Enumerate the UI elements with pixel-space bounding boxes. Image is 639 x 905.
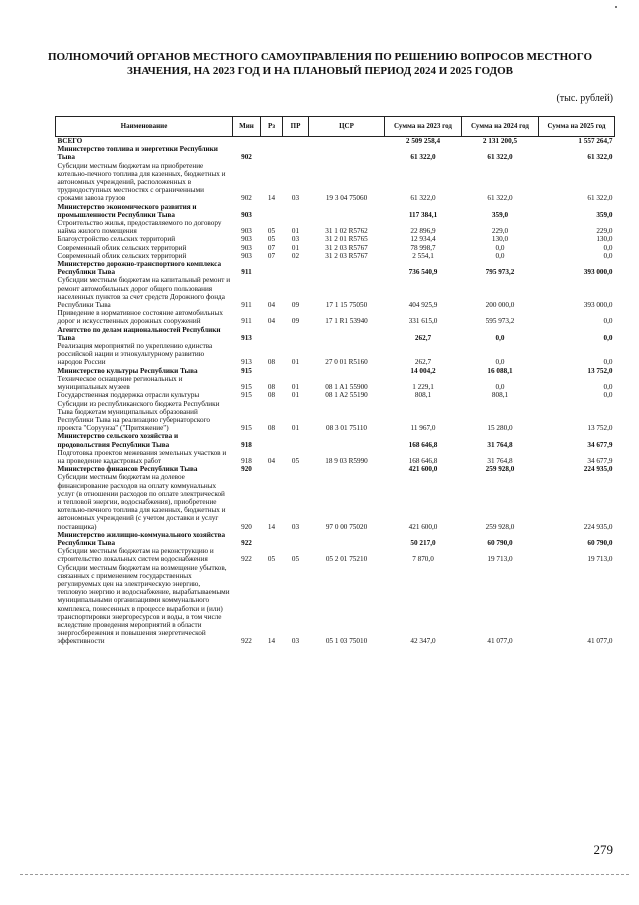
cell-sum-2023: 421 600,0 xyxy=(408,522,438,531)
cell-rz xyxy=(261,465,283,473)
table-row xyxy=(56,244,615,252)
cell-rz: 05 xyxy=(267,227,276,236)
table-row xyxy=(56,564,615,646)
cell-min: 922 xyxy=(241,538,252,547)
cell-min: 920 xyxy=(241,522,252,531)
cell-sum-2025: 19 713,0 xyxy=(587,555,613,564)
cell-name: Реализация мероприятий по укреплению единства российской нации и этнокультурному развитию народов России xyxy=(57,342,213,367)
cell-min: 920 xyxy=(241,465,252,474)
cell-name: Министерство жилищно-коммунального хозяйства Республики Тыва xyxy=(57,530,226,547)
cell-pr: 05 xyxy=(291,456,300,465)
cell-name: Субсидии местным бюджетам на возмещение убытков, связанных с применением государственных регулируемых цен на электрическую энергию, тепловую энергию и водоснабжение, вырабатываемыми муниципальными организациями коммунального комплекса, понесенных в процессе выработки и (или) транспортировки энергоресурсов и воды, в том числе вследствие проведения мероприятий в области энергосбережения и повышения энергетической эффективности xyxy=(57,563,230,646)
table-row xyxy=(56,235,615,243)
cell-pr: 01 xyxy=(291,227,300,236)
cell-sum-2025: 61 322,0 xyxy=(587,153,613,162)
cell-sum-2025: 13 752,0 xyxy=(587,366,613,375)
cell-rz xyxy=(261,531,283,547)
cell-pr: 03 xyxy=(291,235,300,244)
cell-pr: 01 xyxy=(291,424,300,433)
cell-rz: 05 xyxy=(267,235,276,244)
cell-sum-2023: 14 004,2 xyxy=(410,366,436,375)
cell-rz: 04 xyxy=(267,456,276,465)
table-row xyxy=(56,145,615,161)
cell-min: 903 xyxy=(241,227,252,236)
header-pr: ПР xyxy=(283,117,309,137)
cell-name: Министерство дорожно-транспортного комплекса Республики Тыва xyxy=(57,260,222,277)
cell-name: Министерство культуры Республики Тыва xyxy=(57,366,198,375)
cell-csr xyxy=(309,367,385,375)
cell-sum-2024: 0,0 xyxy=(495,251,505,260)
cell-min: 902 xyxy=(241,194,252,203)
cell-sum-2025: 0,0 xyxy=(603,243,613,252)
cell-sum-2024: 16 088,1 xyxy=(487,366,513,375)
cell-name: Техническое оснащение региональных и муниципальных музеев xyxy=(57,374,183,392)
cell-name: Приведение в нормативное состояние автомобильных дорог и искусственных дорожных сооружений xyxy=(57,309,223,326)
table-row xyxy=(56,473,615,530)
cell-sum-2023: 50 217,0 xyxy=(410,538,436,547)
cell-pr: 01 xyxy=(291,391,300,400)
cell-csr xyxy=(309,137,385,146)
cell-csr xyxy=(309,432,385,448)
cell-csr: 08 1 A1 55900 xyxy=(325,383,368,392)
table-header-row xyxy=(56,117,615,137)
cell-min: 903 xyxy=(241,235,252,244)
cell-pr: 05 xyxy=(291,555,300,564)
cell-sum-2025: 34 677,9 xyxy=(587,440,613,449)
cell-sum-2023: 11 967,0 xyxy=(410,424,436,433)
cell-rz: 08 xyxy=(267,383,276,392)
cell-csr: 08 3 01 75110 xyxy=(325,424,368,433)
cell-sum-2023: 78 998,7 xyxy=(410,243,436,252)
header-sum-2023: Сумма на 2023 год xyxy=(385,117,462,137)
cell-sum-2025: 1 557 264,7 xyxy=(578,137,613,145)
cell-sum-2025: 34 677,9 xyxy=(587,456,613,465)
table-row xyxy=(56,326,615,342)
cell-pr xyxy=(283,260,309,276)
table-row xyxy=(56,162,615,203)
cell-rz xyxy=(261,260,283,276)
cell-sum-2023: 331 615,0 xyxy=(408,317,438,326)
cell-sum-2023: 61 322,0 xyxy=(410,194,436,203)
cell-sum-2023: 168 646,8 xyxy=(408,440,438,449)
cell-min: 911 xyxy=(241,317,252,326)
cell-sum-2024: 200 000,0 xyxy=(485,301,515,310)
cell-csr: 17 1 15 75050 xyxy=(325,301,368,310)
cell-pr xyxy=(283,465,309,473)
cell-name: Благоустройство сельских территорий xyxy=(57,235,176,244)
cell-sum-2025: 60 790,0 xyxy=(587,538,613,547)
cell-sum-2025: 0,0 xyxy=(603,251,613,260)
cell-sum-2023: 262,7 xyxy=(414,333,432,342)
cell-name: Министерство экономического развития и промышленности Республики Тыва xyxy=(57,202,197,219)
cell-rz: 07 xyxy=(267,243,276,252)
table-row xyxy=(56,531,615,547)
cell-min: 902 xyxy=(241,153,252,162)
cell-sum-2023: 61 322,0 xyxy=(410,153,436,162)
cell-sum-2024: 31 764,8 xyxy=(487,440,513,449)
cell-sum-2023: 42 347,0 xyxy=(410,637,436,646)
cell-csr: 08 1 A2 55190 xyxy=(325,391,368,400)
cell-rz: 14 xyxy=(267,637,276,646)
budget-table-container xyxy=(55,116,614,646)
cell-sum-2024: 61 322,0 xyxy=(487,153,513,162)
cell-sum-2023: 1 229,1 xyxy=(412,383,434,392)
table-row xyxy=(56,137,615,146)
header-name: Наименование xyxy=(56,117,233,137)
cell-rz xyxy=(261,326,283,342)
cell-csr xyxy=(309,531,385,547)
cell-sum-2024: 0,0 xyxy=(495,333,505,342)
table-row xyxy=(56,252,615,260)
cell-rz: 14 xyxy=(267,522,276,531)
cell-csr: 27 0 01 R5160 xyxy=(325,358,368,367)
cell-sum-2024: 259 928,0 xyxy=(485,522,515,531)
cell-csr: 17 1 R1 53940 xyxy=(325,317,368,326)
table-row xyxy=(56,276,615,309)
cell-pr xyxy=(283,367,309,375)
page-title: ПОЛНОМОЧИЙ ОРГАНОВ МЕСТНОГО САМОУПРАВЛЕНИЯ ПО РЕШЕНИЮ ВОПРОСОВ МЕСТНОГО ЗНАЧЕНИЯ, НА 2023 ГОД И НА ПЛАНОВЫЙ ПЕРИОД 2024 И 2025 ГОДОВ xyxy=(48,51,592,77)
table-row xyxy=(56,465,615,473)
table-row xyxy=(56,219,615,235)
cell-csr xyxy=(309,465,385,473)
cell-min: 913 xyxy=(241,333,252,342)
cell-name: Современный облик сельских территорий xyxy=(57,251,187,260)
cell-rz: 04 xyxy=(267,317,276,326)
cell-min: 915 xyxy=(241,366,252,375)
cell-sum-2025: 224 935,0 xyxy=(583,522,613,531)
cell-sum-2025: 0,0 xyxy=(603,358,613,367)
cell-sum-2025: 0,0 xyxy=(603,383,613,392)
cell-rz xyxy=(261,367,283,375)
cell-sum-2024: 229,0 xyxy=(491,227,509,236)
cell-pr: 01 xyxy=(291,383,300,392)
cell-min: 915 xyxy=(241,383,252,392)
cell-csr xyxy=(309,260,385,276)
cell-name: Подготовка проектов межевания земельных участков и на проведение кадастровых работ xyxy=(57,448,227,465)
cell-csr: 18 9 03 R5990 xyxy=(325,456,368,465)
cell-min: 922 xyxy=(241,637,252,646)
cell-csr: 31 2 03 R5767 xyxy=(325,251,368,260)
cell-pr: 01 xyxy=(291,358,300,367)
cell-min: 903 xyxy=(241,251,252,260)
cell-pr: 02 xyxy=(291,251,300,260)
cell-sum-2025: 0,0 xyxy=(603,333,613,342)
cell-sum-2023: 168 646,8 xyxy=(408,456,438,465)
cell-pr xyxy=(283,531,309,547)
cell-csr: 31 2 01 R5765 xyxy=(325,235,368,244)
cell-pr: 03 xyxy=(291,522,300,531)
cell-sum-2024: 61 322,0 xyxy=(487,194,513,203)
units-note: (тыс. рублей) xyxy=(556,93,613,104)
cell-min xyxy=(233,137,261,146)
cell-sum-2025: 359,0 xyxy=(596,210,613,219)
cell-rz xyxy=(261,137,283,146)
cell-sum-2025: 393 000,0 xyxy=(583,268,613,277)
cell-rz: 08 xyxy=(267,391,276,400)
cell-min: 903 xyxy=(241,243,252,252)
scan-speck xyxy=(615,6,617,8)
cell-sum-2023: 117 384,1 xyxy=(408,210,438,219)
header-rz: Рз xyxy=(261,117,283,137)
cell-sum-2023: 22 896,9 xyxy=(410,227,436,236)
cell-pr xyxy=(283,145,309,161)
table-body xyxy=(56,137,615,646)
table-row xyxy=(56,367,615,375)
cell-min: 903 xyxy=(241,210,252,219)
cell-sum-2023: 2 554,1 xyxy=(412,251,434,260)
cell-pr: 03 xyxy=(291,637,300,646)
cell-sum-2024: 130,0 xyxy=(491,235,509,244)
cell-csr xyxy=(309,326,385,342)
cell-min: 918 xyxy=(241,456,252,465)
table-row xyxy=(56,309,615,325)
cell-name: Современный облик сельских территорий xyxy=(57,243,187,252)
cell-rz: 04 xyxy=(267,301,276,310)
cell-sum-2025: 61 322,0 xyxy=(587,194,613,203)
cell-sum-2023: 12 934,4 xyxy=(410,235,436,244)
cell-csr: 05 2 01 75210 xyxy=(325,555,368,564)
header-sum-2024: Сумма на 2024 год xyxy=(462,117,539,137)
cell-rz: 14 xyxy=(267,194,276,203)
cell-sum-2024: 19 713,0 xyxy=(487,555,513,564)
header-min: Мин xyxy=(233,117,261,137)
cell-name: Субсидии местным бюджетам на капитальный ремонт и ремонт автомобильных дорог общего пользования населенных пунктов за счет средств Дорожного фонда Республики Тыва xyxy=(57,276,231,310)
cell-name: ВСЕГО xyxy=(57,137,83,145)
budget-table xyxy=(55,116,615,646)
cell-sum-2024: 0,0 xyxy=(495,358,505,367)
cell-sum-2024: 60 790,0 xyxy=(487,538,513,547)
cell-sum-2024: 259 928,0 xyxy=(485,465,515,474)
scan-edge-line xyxy=(20,874,629,875)
cell-min: 913 xyxy=(241,358,252,367)
cell-sum-2024: 795 973,2 xyxy=(485,268,515,277)
cell-sum-2025: 229,0 xyxy=(596,227,613,236)
cell-pr xyxy=(283,432,309,448)
cell-pr: 09 xyxy=(291,301,300,310)
cell-sum-2023: 2 509 258,4 xyxy=(405,137,441,145)
cell-min: 911 xyxy=(241,268,252,277)
cell-csr: 05 1 03 75010 xyxy=(325,637,368,646)
cell-min: 922 xyxy=(241,555,252,564)
cell-sum-2024: 0,0 xyxy=(495,383,505,392)
table-row xyxy=(56,449,615,465)
cell-name: Агентство по делам национальностей Республики Тыва xyxy=(57,325,221,342)
table-row xyxy=(56,260,615,276)
cell-pr: 09 xyxy=(291,317,300,326)
cell-sum-2025: 224 935,0 xyxy=(583,465,613,474)
cell-rz: 07 xyxy=(267,251,276,260)
cell-sum-2024: 359,0 xyxy=(491,210,509,219)
cell-pr: 01 xyxy=(291,243,300,252)
cell-csr: 31 1 02 R5762 xyxy=(325,227,368,236)
table-row xyxy=(56,375,615,391)
cell-name: Субсидии местным бюджетам на приобретение котельно-печного топлива для казенных, бюджетных и автономных учреждений, расположенных в труднодоступных местностях с ограниченными сроками завоза грузов xyxy=(57,161,226,203)
cell-sum-2024: 595 973,2 xyxy=(485,317,515,326)
table-row xyxy=(56,391,615,399)
cell-name: Министерство сельского хозяйства и продовольствия Республики Тыва xyxy=(57,432,179,449)
cell-name: Субсидии местным бюджетам на долевое финансирование расходов на оплату коммунальных услуг (в отношении расходов по оплате электрической и тепловой энергии, водоснабжения), приобретение котельно-печного топлива для казенных, бюджетных и автономных учреждений (с учетом доставки и услуг поставщика) xyxy=(57,473,226,531)
cell-name: Государственная поддержка отрасли культуры xyxy=(57,391,200,400)
cell-csr: 31 2 03 R5767 xyxy=(325,243,368,252)
cell-csr: 19 3 04 75060 xyxy=(325,194,368,203)
cell-sum-2025: 41 077,0 xyxy=(587,637,613,646)
cell-sum-2024: 808,1 xyxy=(491,391,509,400)
cell-sum-2025: 130,0 xyxy=(596,235,613,244)
table-row xyxy=(56,547,615,563)
cell-sum-2025: 393 000,0 xyxy=(583,301,613,310)
header-csr: ЦСР xyxy=(309,117,385,137)
page-number: 279 xyxy=(593,842,613,857)
cell-pr xyxy=(283,203,309,219)
cell-rz xyxy=(261,203,283,219)
cell-sum-2025: 0,0 xyxy=(603,391,613,400)
cell-sum-2023: 421 600,0 xyxy=(408,465,438,474)
table-row xyxy=(56,342,615,367)
cell-sum-2023: 808,1 xyxy=(414,391,432,400)
cell-sum-2023: 7 870,0 xyxy=(412,555,434,564)
cell-pr xyxy=(283,326,309,342)
cell-csr xyxy=(309,145,385,161)
cell-name: Министерство топлива и энергетики Республики Тыва xyxy=(57,145,218,162)
cell-sum-2023: 736 540,9 xyxy=(408,268,438,277)
cell-csr xyxy=(309,203,385,219)
cell-rz xyxy=(261,145,283,161)
cell-name: Строительство жилья, предоставляемого по договору найма жилого помещения xyxy=(57,219,222,236)
cell-name: Министерство финансов Республики Тыва xyxy=(57,465,198,474)
cell-name: Субсидии местным бюджетам на реконструкцию и строительство локальных систем водоснабжения xyxy=(57,547,214,564)
cell-sum-2024: 15 280,0 xyxy=(487,424,513,433)
cell-sum-2023: 404 925,9 xyxy=(408,301,438,310)
cell-min: 915 xyxy=(241,391,252,400)
cell-sum-2025: 13 752,0 xyxy=(587,424,613,433)
cell-name: Субсидии из республиканского бюджета Республики Тыва бюджетам муниципальных образований Республики Тыва на реализацию губернаторского проекта "Соруунза" ("Притяжение") xyxy=(57,399,220,433)
cell-min: 918 xyxy=(241,440,252,449)
cell-rz: 05 xyxy=(267,555,276,564)
cell-sum-2025: 0,0 xyxy=(603,317,613,326)
cell-sum-2024: 2 131 200,5 xyxy=(482,137,518,145)
cell-sum-2024: 0,0 xyxy=(495,243,505,252)
cell-sum-2024: 31 764,8 xyxy=(487,456,513,465)
table-row xyxy=(56,203,615,219)
cell-min: 911 xyxy=(241,301,252,310)
cell-rz: 08 xyxy=(267,424,276,433)
cell-sum-2024: 41 077,0 xyxy=(487,637,513,646)
header-sum-2025: Сумма на 2025 год xyxy=(539,117,615,137)
cell-rz: 08 xyxy=(267,358,276,367)
cell-min: 915 xyxy=(241,424,252,433)
cell-sum-2023: 262,7 xyxy=(414,358,432,367)
table-row xyxy=(56,400,615,433)
cell-pr xyxy=(283,137,309,146)
cell-csr: 97 0 00 75020 xyxy=(325,522,368,531)
cell-rz xyxy=(261,432,283,448)
cell-pr: 03 xyxy=(291,194,300,203)
table-row xyxy=(56,432,615,448)
